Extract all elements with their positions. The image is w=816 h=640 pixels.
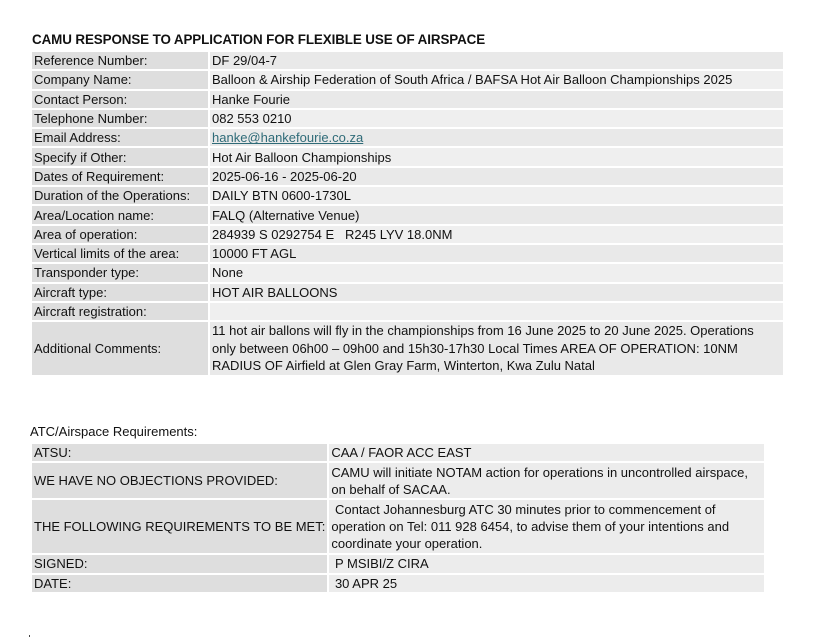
aircraft-type-label: Aircraft type: xyxy=(32,284,208,301)
contact-person-value: Hanke Fourie xyxy=(210,91,783,108)
company-name-label: Company Name: xyxy=(32,71,208,88)
table-row xyxy=(32,444,764,461)
table-row xyxy=(32,500,764,553)
specify-other-label: Specify if Other: xyxy=(32,148,208,165)
dates-of-requirement-value: 2025-06-16 - 2025-06-20 xyxy=(210,168,783,185)
table-row xyxy=(32,226,783,243)
additional-comments-label: Additional Comments: xyxy=(32,322,208,375)
table-row xyxy=(32,110,783,127)
vertical-limits-label: Vertical limits of the area: xyxy=(32,245,208,262)
aircraft-registration-label: Aircraft registration: xyxy=(32,303,208,320)
vertical-limits-value: 10000 FT AGL xyxy=(210,245,783,262)
requirements-label: THE FOLLOWING REQUIREMENTS TO BE MET: xyxy=(32,500,327,553)
atc-requirements-table xyxy=(30,442,766,594)
table-row xyxy=(32,71,783,88)
specify-other-value: Hot Air Balloon Championships xyxy=(210,148,783,165)
table-row xyxy=(32,322,783,375)
email-address-link[interactable]: hanke@hankefourie.co.za xyxy=(212,130,364,146)
table-row xyxy=(32,129,783,146)
aircraft-registration-value xyxy=(210,303,783,320)
telephone-number-value: 082 553 0210 xyxy=(210,110,783,127)
application-details-table xyxy=(30,50,785,377)
area-location-name-label: Area/Location name: xyxy=(32,206,208,223)
requirements-value: Contact Johannesburg ATC 30 minutes prior to commencement of operation on Tel: 011 928 6454, to advise them of your intentions and coordinate your operation. xyxy=(329,500,764,553)
reference-number-label: Reference Number: xyxy=(32,52,208,69)
dates-of-requirement-label: Dates of Requirement: xyxy=(32,168,208,185)
company-name-value: Balloon & Airship Federation of South Africa / BAFSA Hot Air Balloon Championships 2025 xyxy=(210,71,783,88)
table-row xyxy=(32,148,783,165)
area-location-name-value: FALQ (Alternative Venue) xyxy=(210,206,783,223)
area-of-operation-value: 284939 S 0292754 E R245 LYV 18.0NM xyxy=(210,226,783,243)
table-row xyxy=(32,168,783,185)
reference-number-value: DF 29/04-7 xyxy=(210,52,783,69)
table-row xyxy=(32,555,764,572)
table-row xyxy=(32,91,783,108)
table-row xyxy=(32,245,783,262)
page-mark xyxy=(29,635,30,637)
aircraft-type-value: HOT AIR BALLOONS xyxy=(210,284,783,301)
signed-value: P MSIBI/Z CIRA xyxy=(329,555,764,572)
atsu-label: ATSU: xyxy=(32,444,327,461)
atsu-value: CAA / FAOR ACC EAST xyxy=(329,444,764,461)
table-row xyxy=(32,575,764,592)
atc-section-heading: ATC/Airspace Requirements: xyxy=(30,424,198,439)
telephone-number-label: Telephone Number: xyxy=(32,110,208,127)
area-of-operation-label: Area of operation: xyxy=(32,226,208,243)
table-row xyxy=(32,52,783,69)
table-row xyxy=(32,264,783,281)
table-row xyxy=(32,303,783,320)
signed-label: SIGNED: xyxy=(32,555,327,572)
no-objections-value: CAMU will initiate NOTAM action for operations in uncontrolled airspace, on behalf of SACAA. xyxy=(329,463,764,498)
transponder-type-value: None xyxy=(210,264,783,281)
email-address-cell xyxy=(210,129,783,146)
table-row xyxy=(32,284,783,301)
document-title: CAMU RESPONSE TO APPLICATION FOR FLEXIBLE USE OF AIRSPACE xyxy=(32,32,486,47)
contact-person-label: Contact Person: xyxy=(32,91,208,108)
email-address-label: Email Address: xyxy=(32,129,208,146)
duration-value: DAILY BTN 0600-1730L xyxy=(210,187,783,204)
table-row xyxy=(32,463,764,498)
duration-label: Duration of the Operations: xyxy=(32,187,208,204)
date-value: 30 APR 25 xyxy=(329,575,764,592)
transponder-type-label: Transponder type: xyxy=(32,264,208,281)
date-label: DATE: xyxy=(32,575,327,592)
table-row xyxy=(32,187,783,204)
table-row xyxy=(32,206,783,223)
no-objections-label: WE HAVE NO OBJECTIONS PROVIDED: xyxy=(32,463,327,498)
additional-comments-value: 11 hot air ballons will fly in the championships from 16 June 2025 to 20 June 2025. Operations only between 06h00 – 09h00 and 15h30-17h30 Local Times AREA OF OPERATION: 10NM RADIUS OF Airfield at Glen Gray Farm, Winterton, Kwa Zulu Natal xyxy=(210,322,783,375)
